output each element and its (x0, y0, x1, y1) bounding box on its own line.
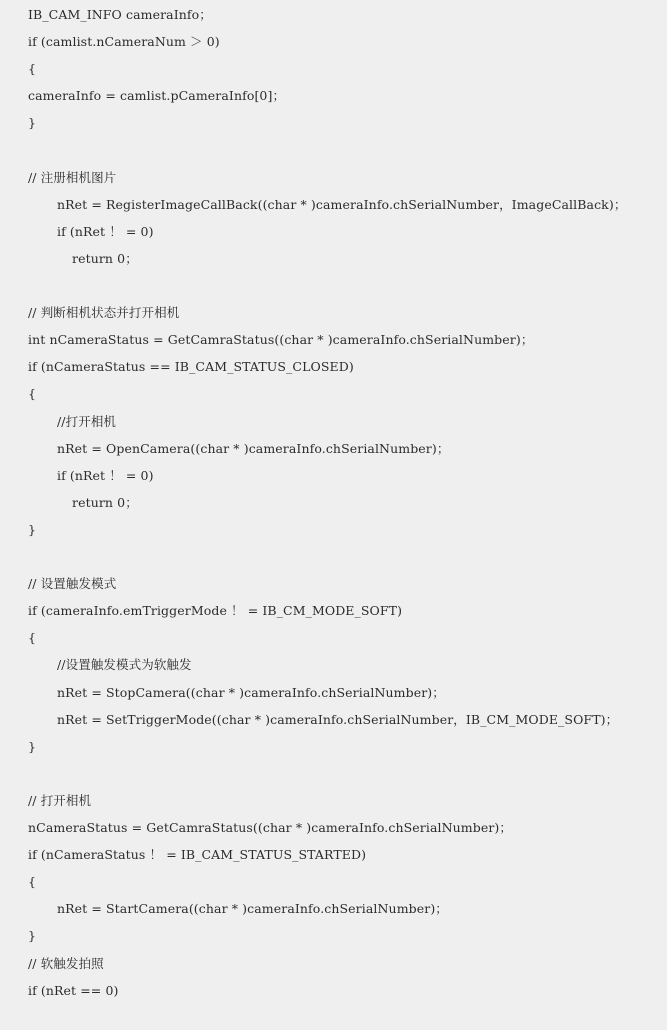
code-line: nRet = SetTriggerMode((char * )cameraInfo.chSerialNumber，IB_CM_MODE_SOFT)； (57, 711, 619, 727)
code-line: nRet = StartCamera((char * )cameraInfo.chSerialNumber)； (57, 901, 448, 917)
code-line: nCameraStatus = GetCamraStatus((char * )cameraInfo.chSerialNumber)； (28, 820, 512, 835)
code-line: } (28, 738, 37, 754)
code-line: // 设置触发模式 (28, 576, 117, 592)
code-line: { (28, 386, 37, 402)
code-line: nRet = RegisterImageCallBack((char * )cameraInfo.chSerialNumber，ImageCallBack)； (57, 196, 627, 212)
code-line: cameraInfo = camlist.pCameraInfo[0]； (28, 88, 286, 104)
code-line: // 软触发拍照 (28, 955, 104, 971)
code-line: if (nRet ！ = 0) (57, 223, 154, 239)
code-line: // 打开相机 (28, 792, 92, 808)
code-line: //打开相机 (57, 413, 117, 429)
code-line: { (28, 61, 37, 77)
code-line: nRet = OpenCamera((char * )cameraInfo.chSerialNumber)； (57, 440, 450, 456)
code-line: IB_CAM_INFO cameraInfo； (28, 7, 212, 22)
code-line: //设置触发模式为软触发 (57, 657, 192, 673)
code-line: } (28, 115, 37, 131)
code-line: if (nCameraStatus ！ = IB_CAM_STATUS_STARTED) (28, 847, 367, 863)
code-line: // 判断相机状态并打开相机 (28, 305, 180, 321)
code-line: } (28, 928, 37, 944)
code-line: { (28, 630, 37, 646)
code-line: // 注册相机图片 (28, 169, 117, 185)
code-line: nRet = StopCamera((char * )cameraInfo.chSerialNumber)； (57, 684, 445, 700)
code-line: { (28, 874, 37, 890)
code-line: } (28, 521, 37, 537)
code-line: return 0； (72, 494, 138, 510)
code-line: if (camlist.nCameraNum ＞ 0) (28, 34, 220, 50)
code-line: if (nCameraStatus == IB_CAM_STATUS_CLOSED) (28, 359, 354, 375)
code-line: if (cameraInfo.emTriggerMode ！ = IB_CM_MODE_SOFT) (28, 603, 403, 619)
code-line: if (nRet == 0) (28, 982, 119, 998)
code-line: int nCameraStatus = GetCamraStatus((char * )cameraInfo.chSerialNumber)； (28, 332, 534, 348)
code-line: if (nRet ！ = 0) (57, 467, 154, 483)
code-line: return 0； (72, 250, 138, 266)
